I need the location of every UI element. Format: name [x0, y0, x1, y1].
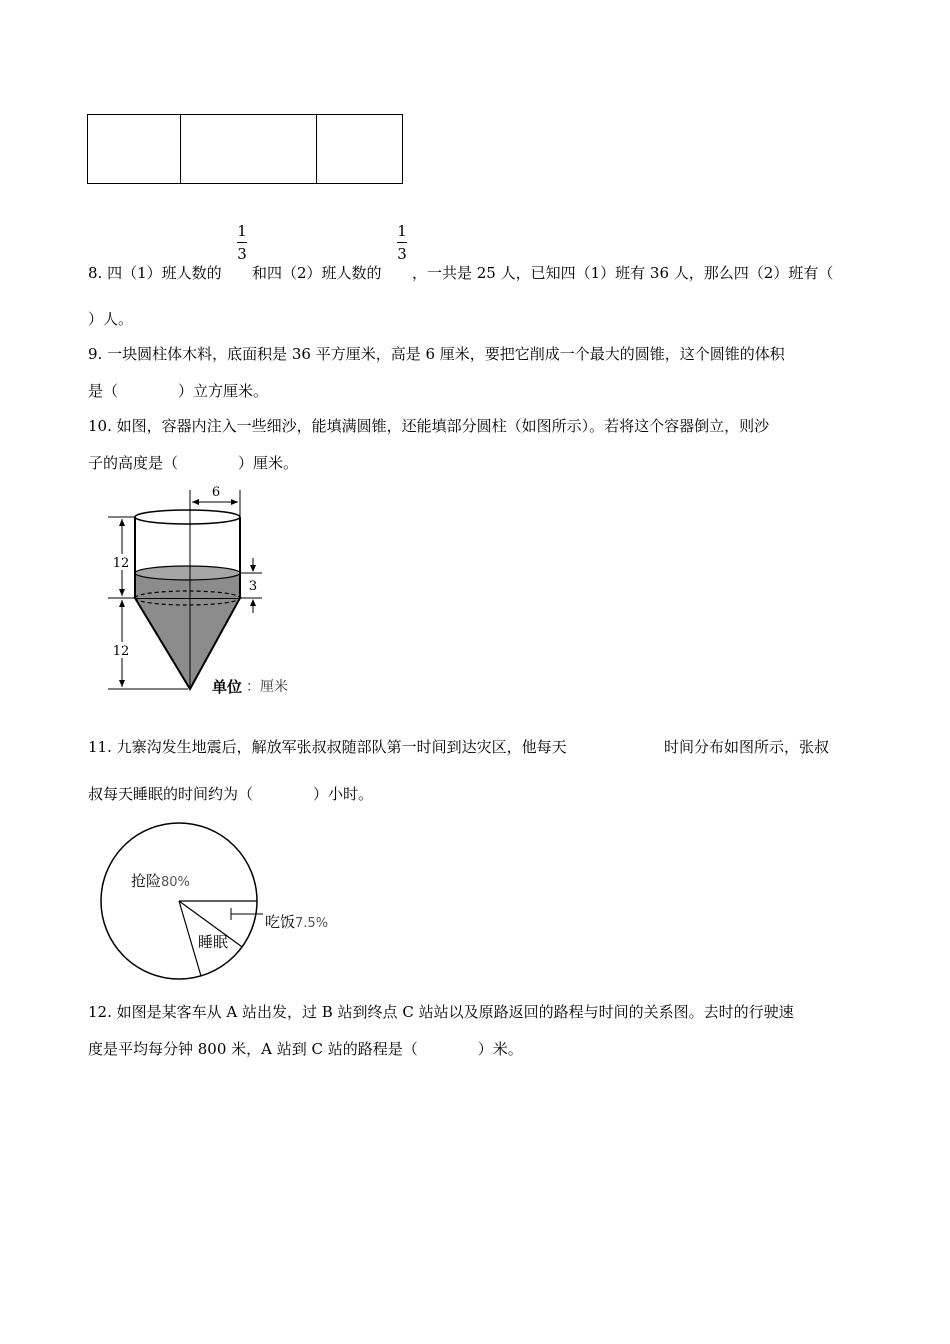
pie-label-eating-name: 吃饭 [265, 913, 296, 931]
q9-line1: 9. 一块圆柱体木料，底面积是 36 平方厘米，高是 6 厘米，要把它削成一个最大的圆锥，这个圆锥的体积 [88, 345, 785, 363]
pie-label-eating [265, 913, 328, 931]
q8-part3: ，一共是 25 人，已知四（1）班有 36 人，那么四（2）班有（ [412, 264, 834, 282]
q9-line2: 是（ ）立方厘米。 [88, 382, 269, 400]
table-cell-divider-2 [316, 115, 317, 183]
fraction-2-denominator: 3 [397, 245, 407, 263]
sand-top-surface [135, 566, 240, 580]
q11-line2: 叔每天睡眠的时间约为（ ）小时。 [88, 785, 374, 803]
empty-table [87, 114, 403, 184]
dim-top: 6 [211, 485, 221, 500]
q12-line2: 度是平均每分钟 800 米，A 站到 C 站的路程是（ ）米。 [88, 1040, 523, 1058]
dim-left-lower: 12 [112, 644, 130, 659]
cylinder-top [135, 510, 240, 524]
q8-part2: 和四（2）班人数的 [252, 264, 382, 282]
cylinder-cone-figure [100, 482, 320, 702]
fraction-2 [394, 222, 410, 263]
q12-line1: 12. 如图是某客车从 A 站出发，过 B 站到终点 C 站站以及原路返回的路程与时间的关系图。去时的行驶速 [88, 1003, 794, 1021]
q8-line2: ）人。 [88, 310, 134, 328]
time-pie-chart [95, 818, 355, 988]
sand-cone [135, 598, 240, 689]
q11-line1b: 时间分布如图所示，张叔 [664, 738, 830, 756]
fraction-2-numerator: 1 [397, 222, 407, 240]
pie-label-rescue-value: 80% [161, 875, 190, 890]
pie-label-rescue-name: 抢险 [131, 872, 162, 890]
q10-line1: 10. 如图，容器内注入一些细沙，能填满圆锥，还能填部分圆柱（如图所示）。若将这个容器倒立，则沙 [88, 417, 770, 435]
fraction-1-denominator: 3 [237, 245, 247, 263]
fraction-1-numerator: 1 [237, 222, 247, 240]
fraction-1 [234, 222, 250, 263]
q11-line1a: 11. 九寨沟发生地震后，解放军张叔叔随部队第一时间到达灾区，他每天 [88, 738, 567, 756]
table-cell-divider-1 [180, 115, 181, 183]
q8-part1: 8. 四（1）班人数的 [88, 264, 222, 282]
pie-label-sleep: 睡眠 [198, 933, 229, 951]
pie-label-rescue [131, 872, 190, 890]
dim-right: 3 [248, 579, 258, 594]
pie-label-eating-value: 7.5% [295, 916, 329, 931]
unit-value: ：厘米 [246, 679, 288, 695]
q10-line2: 子的高度是（ ）厘米。 [88, 454, 299, 472]
dim-left-upper: 12 [112, 556, 130, 571]
unit-label: 单位 [212, 678, 243, 696]
